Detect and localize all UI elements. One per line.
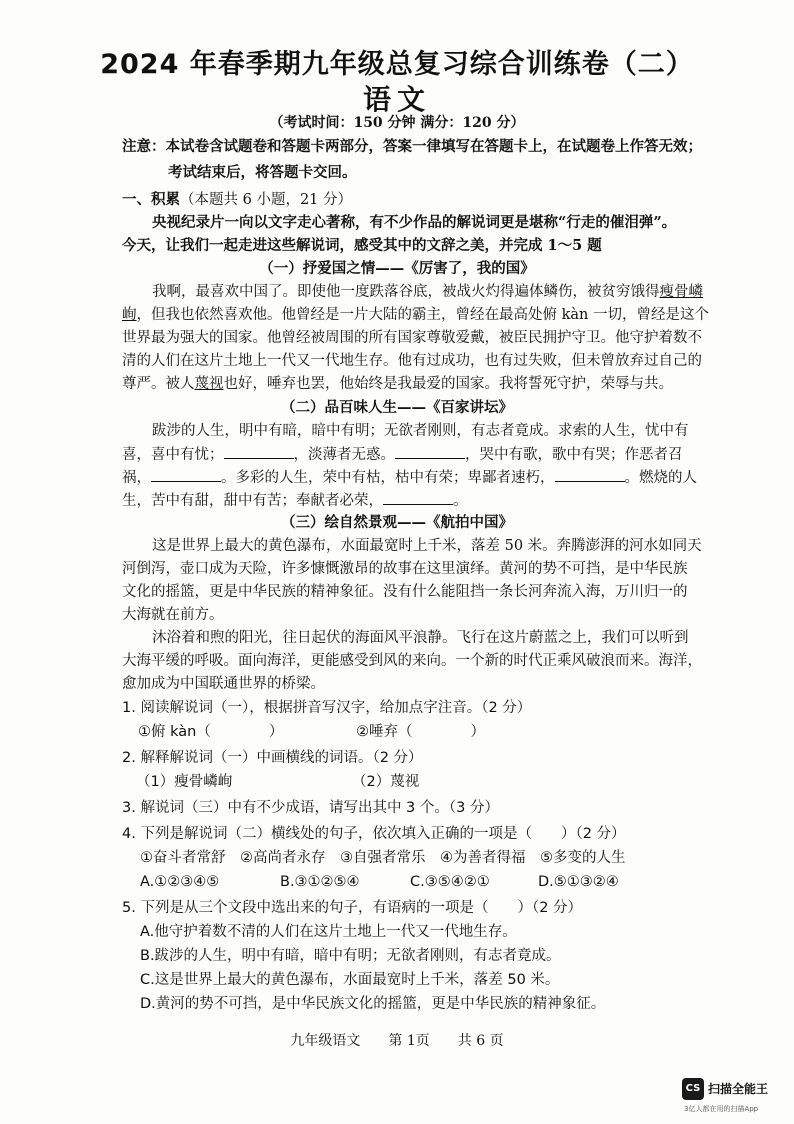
choice-5c: C.这是世界上最大的黄色瀑布，水面最宽时上千米，落差 50 米。 (140, 972, 560, 988)
question-1a: ①俯 kàn（ ） (138, 724, 284, 740)
part1-line-4: 清的人们在这片土地上一代又一代地生存。他有过成功，也有过失败，但未曾放弃过自己的 (122, 353, 702, 369)
part3-p1-line-2: 河倒泻，壶口成为天险，许多慷慨激昂的故事在这里演绎。黄河的势不可挡，是中华民族 (122, 561, 688, 577)
underlined-word: 峋 (122, 307, 137, 323)
choice-5d: D.黄河的势不可挡，是中华民族文化的摇篮，更是中华民族的精神象征。 (140, 996, 606, 1012)
scanner-watermark (682, 1078, 782, 1114)
section1-intro-1: 央视纪录片一向以文字走心著称，有不少作品的解说词更是堪称“行走的催泪弹”。 (152, 214, 677, 231)
part1-line-3: 世界最为强大的国家。他曾经被周围的所有国家尊敬爱戴，被臣民拥护守卫。他守护着数不 (122, 330, 702, 346)
part1-line-2 (122, 305, 722, 325)
section1-meta: （本题共 6 小题，21 分） (180, 192, 353, 208)
exam-info: （考试时间：150 分钟 满分：120 分） (269, 115, 525, 131)
fill-blank (555, 467, 625, 482)
part1-line-1 (152, 282, 752, 302)
part3-p1-line-3: 文化的摇篮，更是中华民族的精神象征。没有什么能阻挡一条长河奔流入海，万川归一的 (122, 584, 688, 600)
underlined-word: 蔑视 (194, 376, 224, 392)
page-footer: 九年级语文 第 1页 共 6 页 (290, 1033, 504, 1049)
question-1b: ②唾弃（ ） (356, 724, 485, 740)
notice-line-2: 考试结束后，将答题卡交回。 (168, 164, 357, 181)
part1-title: （一）抒爱国之情——《厉害了，我的国》 (259, 261, 535, 277)
part1-text: 尊严。被人 (122, 376, 195, 392)
exam-title: 2024 年春季期九年级总复习综合训练卷（二） (100, 49, 694, 80)
section1-label: 一、积累 (122, 192, 180, 208)
subject-title: 语文 (362, 83, 431, 116)
choice-5a: A.他守护着数不清的人们在这片土地上一代又一代地生存。 (140, 924, 517, 940)
part1-text: 我啊，最喜欢中国了。即使他一度跌落谷底，被战火灼得遍体鳞伤，被贫穷饿得 (152, 284, 660, 300)
part2-line-2 (122, 444, 722, 465)
part2-text: 祸， (122, 470, 151, 486)
part2-text: ，哭中有歌，歌中有哭；作恶者召 (465, 447, 683, 463)
fill-blank (224, 444, 294, 459)
choice-5b: B.跋涉的人生，明中有暗，暗中有明；无欲者刚则，有志者竟成。 (140, 948, 561, 964)
camscanner-logo-icon: CS (682, 1078, 704, 1100)
part3-p1-line-1: 这是世界上最大的黄色瀑布，水面最宽时上千米，落差 50 米。奔腾澎湃的河水如同天 (152, 538, 702, 554)
choice-4a: A.①②③④⑤ (140, 874, 220, 890)
choice-4b: B.③①②⑤④ (280, 874, 360, 890)
question-5: 5. 下列是从三个文段中选出来的句子，有语病的一项是（ ）（2 分） (122, 900, 583, 916)
question-4: 4. 下列是解说词（二）横线处的句子，依次填入正确的一项是（ ）（2 分） (122, 826, 626, 842)
watermark-slogan: 3亿人都在用的扫描App (684, 1105, 759, 1113)
part3-p2-line-2: 大海平缓的呼吸。面向海洋，更能感受到风的来向。一个新的时代正乘风破浪而来。海洋， (122, 653, 702, 669)
part2-text: 生，苦中有甜，甜中有苦；奉献者必荣， (122, 493, 383, 509)
part1-line-5 (122, 374, 722, 394)
part2-line-3 (122, 467, 722, 488)
watermark-name: 扫描全能王 (708, 1082, 769, 1096)
part2-title: （二）品百味人生——《百家讲坛》 (281, 400, 513, 416)
part2-text: 。燃烧的人 (624, 470, 697, 486)
part1-text: ，但我也依然喜欢他。他曾经是一片大陆的霸主，曾经在最高处俯 kàn 一切，曾经是这个 (136, 307, 709, 323)
part1-text: 也好，唾弃也罢，他始终是我最爱的国家。我将誓死守护，荣辱与共。 (223, 376, 673, 392)
part2-text: 喜，喜中有忧； (122, 447, 224, 463)
question-1: 1. 阅读解说词（一），根据拼音写汉字，给加点字注音。（2 分） (122, 700, 532, 716)
choice-4d: D.⑤①③②④ (538, 874, 619, 890)
part2-text: 。多彩的人生，荣中有枯，枯中有荣；卑鄙者速朽， (221, 470, 555, 486)
section1-intro-2: 今天，让我们一起走进这些解说词，感受其中的文辞之美，并完成 1～5 题 (122, 237, 602, 254)
question-3: 3. 解说词（三）中有不少成语，请写出其中 3 个。（3 分） (122, 800, 499, 816)
choice-4c: C.③⑤④②① (410, 874, 490, 890)
question-2b: （2）蔑视 (352, 774, 420, 790)
part3-p2-line-3: 愈加成为中国联通世界的桥梁。 (122, 676, 325, 692)
underlined-word: 瘦骨嶙 (659, 284, 703, 300)
part2-text: ，淡薄者无惑。 (293, 447, 395, 463)
question-2: 2. 解释解说词（一）中画横线的词语。（2 分） (122, 750, 423, 766)
part2-line-1: 跋涉的人生，明中有暗，暗中有明；无欲者刚则，有志者竟成。求索的人生，忧中有 (152, 423, 689, 439)
part3-p2-line-1: 沐浴着和煦的阳光，往日起伏的海面风平浪静。飞行在这片蔚蓝之上，我们可以听到 (152, 630, 689, 646)
fill-blank (383, 490, 453, 505)
part3-title: （三）绘自然景观——《航拍中国》 (281, 515, 513, 531)
fill-blank (151, 467, 221, 482)
section1-heading (122, 190, 722, 210)
question-4-options: ①奋斗者常舒 ②高尚者永存 ③自强者常乐 ④为善者得福 ⑤多变的人生 (140, 850, 626, 866)
notice-line-1: 注意：本试卷含试题卷和答题卡两部分，答案一律填写在答题卡上，在试题卷上作答无效； (122, 138, 702, 155)
part2-line-4: 生，苦中有甜，甜中有苦；奉献者必荣， 。 (122, 490, 722, 511)
fill-blank (395, 444, 465, 459)
question-2a: （1）瘦骨嶙峋 (136, 774, 233, 790)
part3-p1-line-4: 大海就在前方。 (122, 607, 224, 623)
